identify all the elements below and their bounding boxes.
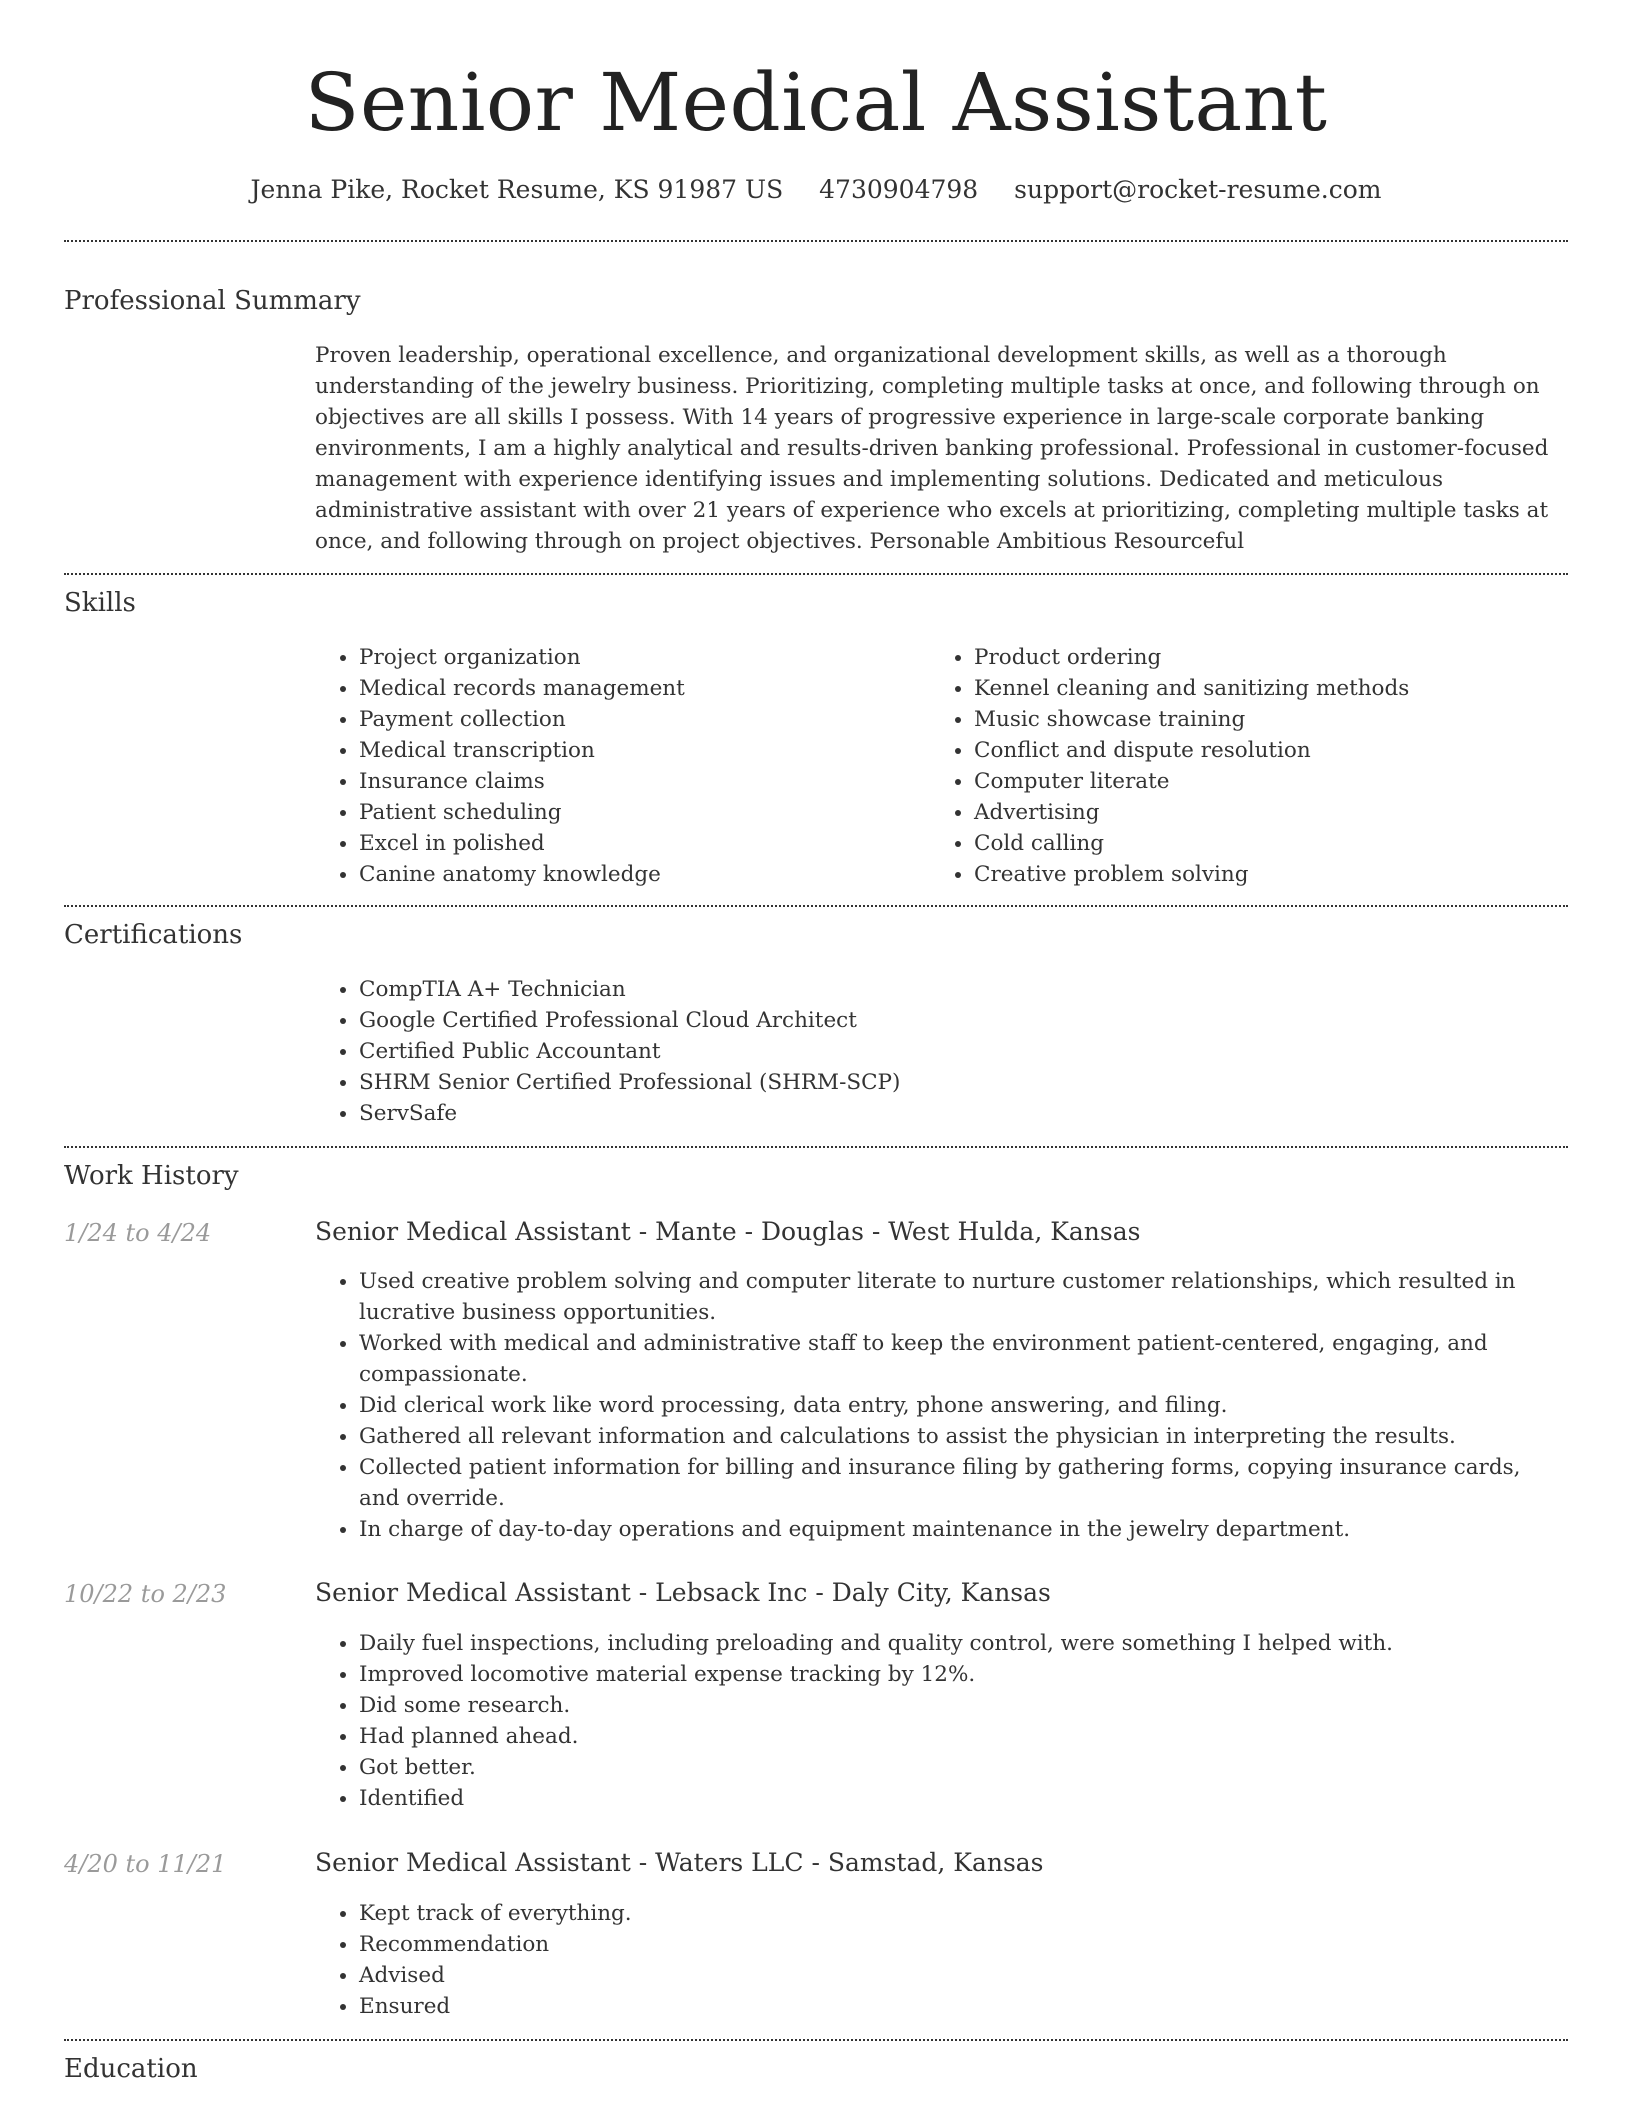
contact-line xyxy=(0,170,1632,210)
skill-item: • Cold calling xyxy=(974,828,1545,859)
resume-title: Senior Medical Assistant xyxy=(304,56,1328,149)
skill-item: • Computer literate xyxy=(974,766,1545,797)
job-dates: 10/22 to 2/23 xyxy=(64,1580,227,1608)
skill-item: • Product ordering xyxy=(974,642,1545,673)
skill-item: • Insurance claims xyxy=(359,766,930,797)
summary-text: Proven leadership, operational excellence, and organizational development skills, as well as a thorough understanding of the jewelry business. Prioritizing, completing multiple tasks at once, and following through on objectives are all skills I possess. With 14 years of progressive experience in large-scale corporate banking environments, I am a highly analytical and results-driven banking professional. Professional in customer-focused management with experience identifying issues and implementing solutions. Dedicated and meticulous administrative assistant with over 21 years of experience who excels at prioritizing, completing multiple tasks at once, and following through on project objectives. Personable Ambitious Resourceful xyxy=(315,343,1549,554)
job-title: Senior Medical Assistant - Mante - Douglas - West Hulda, Kansas xyxy=(315,1217,1141,1246)
skills-column-right xyxy=(930,642,1545,890)
job-bullet: • Did clerical work like word processing, data entry, phone answering, and filing. xyxy=(359,1390,1565,1421)
job-bullets xyxy=(315,1266,1565,1545)
job-bullet: • In charge of day-to-day operations and equipment maintenance in the jewelry department. xyxy=(359,1514,1565,1545)
job-bullet: • Daily fuel inspections, including preloading and quality control, were something I helped with. xyxy=(359,1628,1565,1659)
job-dates: 1/24 to 4/24 xyxy=(64,1219,212,1247)
summary-section xyxy=(315,340,1565,557)
certification-item: • ServSafe xyxy=(359,1098,1565,1129)
work-history-heading: Work History xyxy=(64,1161,239,1191)
job-bullet: • Advised xyxy=(359,1960,1565,1991)
certification-item: • SHRM Senior Certified Professional (SHRM-SCP) xyxy=(359,1067,1565,1098)
skill-item: • Payment collection xyxy=(359,704,930,735)
skill-item: • Project organization xyxy=(359,642,930,673)
skill-item: • Medical transcription xyxy=(359,735,930,766)
skill-item: • Music showcase training xyxy=(974,704,1545,735)
summary-heading: Professional Summary xyxy=(64,286,361,316)
job-bullet: • Did some research. xyxy=(359,1690,1565,1721)
job-bullet: • Collected patient information for billing and insurance filing by gathering forms, copying insurance cards, and override. xyxy=(359,1452,1565,1514)
divider xyxy=(64,573,1568,575)
job-bullet: • Had planned ahead. xyxy=(359,1721,1565,1752)
job-bullet: • Got better. xyxy=(359,1752,1565,1783)
job-title: Senior Medical Assistant - Waters LLC - Samstad, Kansas xyxy=(315,1848,1044,1877)
education-heading: Education xyxy=(64,2054,198,2084)
skills-heading: Skills xyxy=(64,588,136,618)
certification-item: • Google Certified Professional Cloud Architect xyxy=(359,1005,1565,1036)
skill-item: • Advertising xyxy=(974,797,1545,828)
certifications-heading: Certifications xyxy=(64,920,243,950)
job-bullet: • Worked with medical and administrative staff to keep the environment patient-centered, engaging, and compassionate. xyxy=(359,1328,1565,1390)
job-bullet: • Ensured xyxy=(359,1991,1565,2022)
contact-email: support@rocket-resume.com xyxy=(1014,175,1382,204)
job-bullet: • Recommendation xyxy=(359,1929,1565,1960)
certification-item: • CompTIA A+ Technician xyxy=(359,974,1565,1005)
job-bullet: • Used creative problem solving and computer literate to nurture customer relationships, which resulted in lucrative business opportunities. xyxy=(359,1266,1565,1328)
job-bullet: • Gathered all relevant information and calculations to assist the physician in interpreting the results. xyxy=(359,1421,1565,1452)
skill-item: • Creative problem solving xyxy=(974,859,1545,890)
divider xyxy=(64,905,1568,907)
skill-item: • Excel in polished xyxy=(359,828,930,859)
certifications-section xyxy=(315,974,1565,1129)
contact-address: Jenna Pike, Rocket Resume, KS 91987 US xyxy=(250,175,784,204)
skill-item: • Kennel cleaning and sanitizing methods xyxy=(974,673,1545,704)
job-dates: 4/20 to 11/21 xyxy=(64,1850,227,1878)
divider xyxy=(64,240,1568,242)
skill-item: • Canine anatomy knowledge xyxy=(359,859,930,890)
job-bullets xyxy=(315,1628,1565,1814)
certification-item: • Certified Public Accountant xyxy=(359,1036,1565,1067)
skill-item: • Conflict and dispute resolution xyxy=(974,735,1545,766)
job-bullet: • Kept track of everything. xyxy=(359,1898,1565,1929)
job-bullet: • Improved locomotive material expense tracking by 12%. xyxy=(359,1659,1565,1690)
skills-list xyxy=(315,642,1565,890)
divider xyxy=(64,1146,1568,1148)
divider xyxy=(64,2039,1568,2041)
skill-item: • Medical records management xyxy=(359,673,930,704)
job-bullet: • Identified xyxy=(359,1783,1565,1814)
job-bullets xyxy=(315,1898,1565,2022)
skill-item: • Patient scheduling xyxy=(359,797,930,828)
job-title: Senior Medical Assistant - Lebsack Inc - Daly City, Kansas xyxy=(315,1578,1051,1607)
contact-phone: 4730904798 xyxy=(819,175,979,204)
skills-column-left xyxy=(315,642,930,890)
